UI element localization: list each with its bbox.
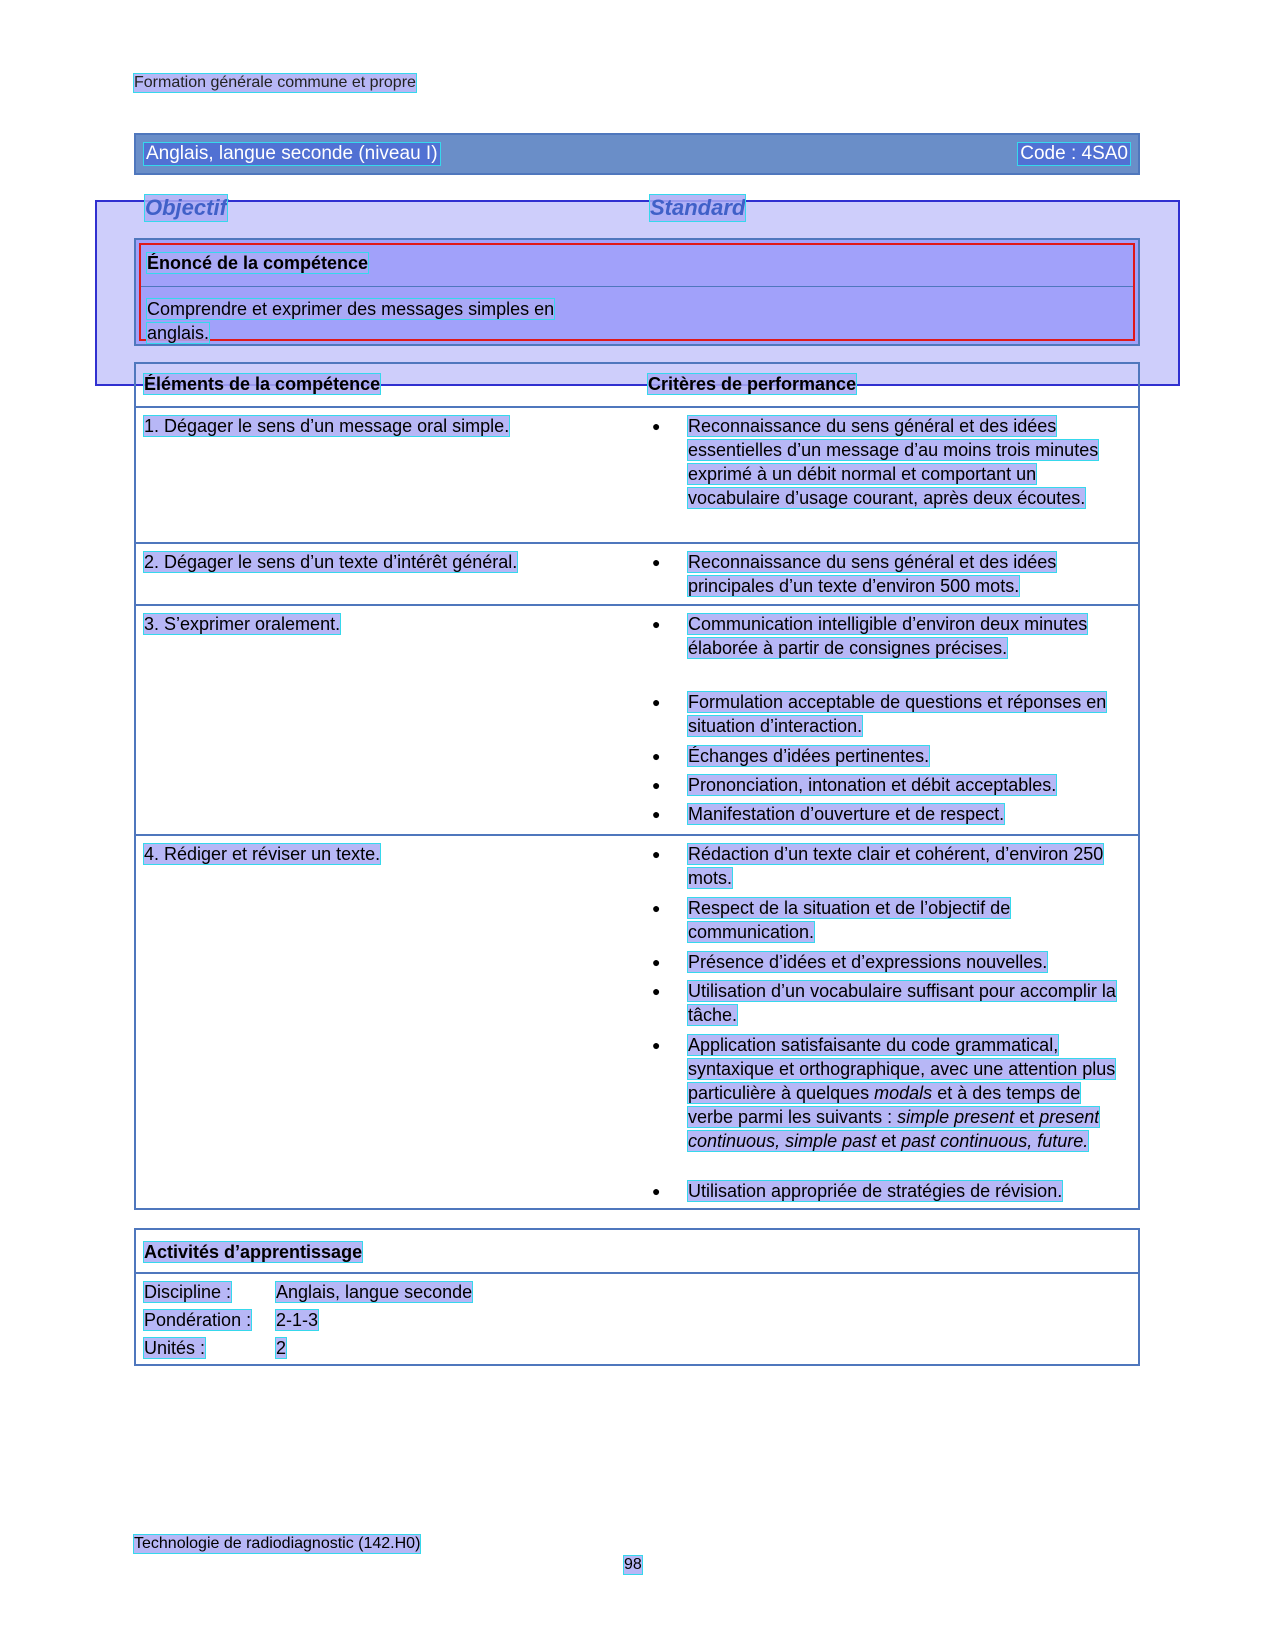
criterion: Respect de la situation et de l’objectif de communication. — [688, 898, 1011, 942]
criterion: Reconnaissance du sens général et des idées principales d’un texte d’environ 500 mots. — [688, 552, 1057, 596]
competence-statement-heading: Énoncé de la compétence — [141, 245, 1133, 287]
discipline-label: Discipline : — [144, 1282, 232, 1302]
running-footer: Technologie de radiodiagnostic (142.H0) — [134, 1535, 421, 1552]
bullet-icon: ● — [652, 554, 661, 570]
learning-activities-box — [134, 1228, 1140, 1366]
bullet-icon: ● — [652, 846, 661, 862]
discipline-value: Anglais, langue seconde — [276, 1282, 473, 1302]
elements-header: Éléments de la compétence — [144, 374, 381, 394]
criteria-header: Critères de performance — [648, 374, 857, 394]
bullet-icon: ● — [652, 1183, 661, 1199]
competence-statement-highlight — [139, 243, 1135, 341]
running-header: Formation générale commune et propre — [134, 74, 416, 91]
row-divider — [136, 834, 1138, 836]
element-row-4: 4. Rédiger et réviser un texte. — [144, 844, 381, 864]
criterion: Formulation acceptable de questions et réponses en situation d’interaction. — [688, 692, 1107, 736]
competence-statement-text: Comprendre et exprimer des messages simples en anglais. — [147, 299, 555, 343]
bullet-icon: ● — [652, 806, 661, 822]
competence-statement-box — [134, 238, 1140, 346]
bullet-icon: ● — [652, 954, 661, 970]
course-title-bar — [134, 133, 1140, 175]
element-row-1: 1. Dégager le sens d’un message oral simple. — [144, 416, 510, 436]
unites-value: 2 — [276, 1338, 287, 1358]
competence-table — [134, 362, 1140, 1210]
objective-label: Objectif — [145, 195, 227, 220]
criterion: Rédaction d’un texte clair et cohérent, d’environ 250 mots. — [688, 844, 1104, 888]
bullet-icon: ● — [652, 748, 661, 764]
activities-heading: Activités d’apprentissage — [144, 1242, 363, 1262]
criterion: Présence d’idées et d’expressions nouvelles. — [688, 952, 1048, 972]
row-divider — [136, 1272, 1138, 1274]
row-divider — [136, 406, 1138, 408]
ponderation-value: 2-1-3 — [276, 1310, 319, 1330]
row-divider — [136, 604, 1138, 606]
bullet-icon: ● — [652, 616, 661, 632]
bullet-icon: ● — [652, 694, 661, 710]
criterion: Échanges d’idées pertinentes. — [688, 746, 930, 766]
criterion: Utilisation d’un vocabulaire suffisant pour accomplir la tâche. — [688, 981, 1116, 1025]
criterion: Prononciation, intonation et débit acceptables. — [688, 775, 1057, 795]
bullet-icon: ● — [652, 418, 661, 434]
course-code: Code : 4SA0 — [1020, 143, 1128, 164]
criterion: Utilisation appropriée de stratégies de révision. — [688, 1181, 1063, 1201]
bullet-icon: ● — [652, 1037, 661, 1053]
unites-label: Unités : — [144, 1338, 206, 1358]
course-title: Anglais, langue seconde (niveau I) — [146, 143, 438, 164]
page-number: 98 — [624, 1556, 642, 1573]
element-row-3: 3. S’exprimer oralement. — [144, 614, 341, 634]
row-divider — [136, 542, 1138, 544]
ponderation-label: Pondération : — [144, 1310, 252, 1330]
bullet-icon: ● — [652, 777, 661, 793]
bullet-icon: ● — [652, 900, 661, 916]
criterion-grammar: Application satisfaisante du code grammatical, syntaxique et orthographique, avec une attention plus particulière à quelques modals et à des temps de verbe parmi les suivants : simple present et present continuous, simple past et past continuous, future. — [688, 1035, 1116, 1151]
standard-label: Standard — [650, 195, 746, 220]
criterion: Reconnaissance du sens général et des idées essentielles d’un message d’au moins trois minutes exprimé à un débit normal et comportant un vocabulaire d’usage courant, après deux écoutes. — [688, 416, 1099, 508]
bullet-icon: ● — [652, 983, 661, 999]
criterion: Communication intelligible d’environ deux minutes élaborée à partir de consignes précises. — [688, 614, 1088, 658]
criterion: Manifestation d’ouverture et de respect. — [688, 804, 1005, 824]
element-row-2: 2. Dégager le sens d’un texte d’intérêt général. — [144, 552, 518, 572]
